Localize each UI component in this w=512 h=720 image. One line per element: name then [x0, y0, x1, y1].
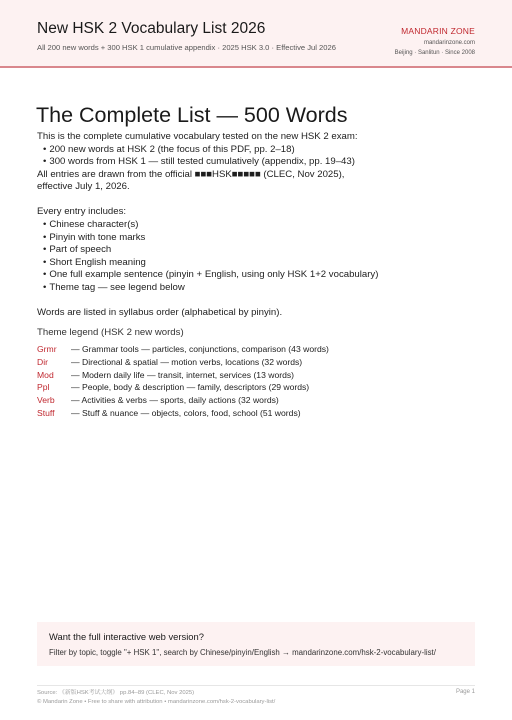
legend-row: [37, 394, 329, 407]
legend-row: [37, 343, 329, 356]
list-item: • 200 new words at HSK 2 (the focus of this PDF, pp. 2–18): [37, 144, 477, 157]
theme-description: — Directional & spatial — motion verbs, locations (32 words): [71, 356, 303, 367]
theme-description: — Stuff & nuance — objects, colors, food, school (51 words): [71, 407, 301, 418]
page-header: [0, 0, 512, 68]
page-title: The Complete List — 500 Words: [36, 103, 348, 127]
legend-row: [37, 381, 329, 394]
list-item: • Chinese character(s): [37, 219, 477, 232]
order-note: Words are listed in syllabus order (alphabetical by pinyin).: [37, 307, 283, 319]
theme-description: — Activities & verbs — sports, daily actions (32 words): [71, 395, 279, 406]
list-item: • One full example sentence (pinyin + English, using only HSK 1+2 vocabulary): [37, 269, 477, 282]
list-item: • Short English meaning: [37, 257, 477, 270]
brand-location: Beijing · Sanlitun · Since 2008: [394, 50, 475, 56]
intro-text: This is the complete cumulative vocabulary tested on the new HSK 2 exam:: [37, 131, 358, 142]
footer-divider: [37, 685, 475, 686]
footer-copyright: © Mandarin Zone • Free to share with attribution • mandarinzone.com/hsk-2-vocabulary-list/: [37, 699, 276, 705]
theme-tag: Mod: [37, 369, 54, 380]
legend-row: [37, 369, 329, 382]
web-version-callout: [37, 622, 475, 666]
source-line: All entries are drawn from the official ■■■HSK■■■■■ (CLEC, Nov 2025),: [37, 168, 345, 180]
theme-tag: Dir: [37, 356, 48, 367]
effective-line: effective July 1, 2026.: [37, 181, 130, 193]
list-item: • 300 words from HSK 1 — still tested cumulatively (appendix, pp. 19–43): [37, 156, 477, 169]
intro-section: [37, 131, 477, 320]
document-title: New HSK 2 Vocabulary List 2026: [37, 20, 266, 37]
brand-site: mandarinzone.com: [423, 40, 475, 46]
legend-row: [37, 407, 329, 420]
theme-tag: Grmr: [37, 344, 57, 354]
list-item: • Pinyin with tone marks: [37, 232, 477, 245]
theme-description: — Modern daily life — transit, internet, services (13 words): [71, 369, 295, 380]
theme-description: — Grammar tools — particles, conjunctions, comparison (43 words): [71, 344, 329, 354]
callout-question: Want the full interactive web version?: [49, 631, 204, 642]
legend-row: [37, 356, 329, 369]
legend-title: Theme legend (HSK 2 new words): [37, 327, 184, 338]
theme-description: — People, body & description — family, descriptors (29 words): [71, 382, 310, 393]
footer-source: Source: 《新版HSK考试大纲》 pp.84–89 (CLEC, Nov 2025): [37, 690, 195, 696]
theme-tag: Ppl: [37, 382, 50, 393]
brand-name: MANDARIN ZONE: [401, 26, 475, 36]
list-item: • Theme tag — see legend below: [37, 282, 477, 295]
includes-title: Every entry includes:: [37, 206, 127, 218]
theme-tag: Verb: [37, 395, 55, 406]
document-subtitle: All 200 new words + 300 HSK 1 cumulative appendix · 2025 HSK 3.0 · Effective Jul 2026: [37, 43, 336, 52]
list-item: • Part of speech: [37, 244, 477, 257]
theme-legend: [37, 343, 329, 420]
page-number: Page 1: [455, 689, 475, 695]
page-footer: [37, 689, 275, 707]
theme-tag: Stuff: [37, 407, 55, 418]
callout-link-text[interactable]: Filter by topic, toggle "+ HSK 1", search by Chinese/pinyin/English → mandarinzone.com/hsk-2-vocabulary-list/: [49, 648, 436, 657]
